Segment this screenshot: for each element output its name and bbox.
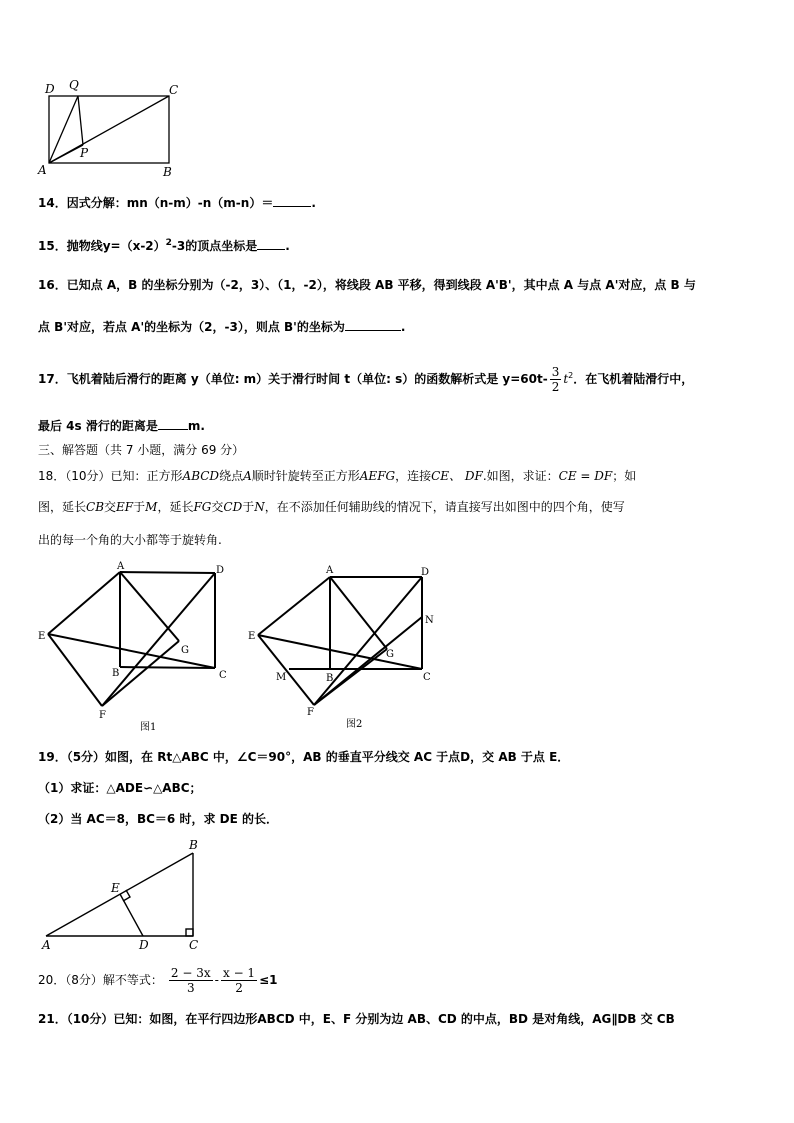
label-D: D bbox=[45, 82, 55, 96]
question-15: 15．抛物线$y=(x-2)^2-3$的顶点坐标是 . bbox=[38, 238, 290, 253]
question-19-part1: （1）求证：△ADE∽△ABC； bbox=[38, 781, 202, 795]
rectangle-figure bbox=[36, 76, 186, 180]
fig2-label-F: F bbox=[307, 707, 314, 718]
fig2-label-E: E bbox=[248, 631, 256, 642]
fig1-label-B: B bbox=[112, 668, 120, 679]
fig2-label-D: D bbox=[421, 567, 430, 578]
fig19-label-D: D bbox=[139, 938, 149, 952]
fig1-label-F: F bbox=[99, 710, 106, 721]
question-14: 14．因式分解：mn（n-m）-n（m-n）＝ . bbox=[38, 196, 316, 210]
fig19-label-C: C bbox=[189, 938, 199, 952]
fig2-label-B: B bbox=[326, 673, 334, 684]
label-A: A bbox=[38, 163, 47, 177]
fig19-label-E: E bbox=[111, 881, 120, 895]
fig2-caption: 图2 bbox=[346, 719, 363, 730]
label-Q: Q bbox=[69, 78, 79, 92]
figure-2 bbox=[244, 558, 454, 738]
fig2-label-A: A bbox=[326, 565, 334, 576]
figure-19 bbox=[34, 834, 224, 956]
fig2-label-G: G bbox=[386, 649, 394, 660]
fig2-label-M: M bbox=[276, 672, 287, 683]
label-B: B bbox=[163, 165, 172, 179]
question-19-line1: 19．（5分）如图，在 Rt△ABC 中，∠C＝90°，AB 的垂直平分线交 AC 于点D，交 AB 于点 E． bbox=[38, 750, 570, 764]
question-18-line1: 18．（10分）已知：正方形ABCD绕点A顺时针旋转至正方形AEFG，连接CE、 DF.如图，求证：CE = DF；如 bbox=[38, 469, 637, 483]
question-16-line2: 点 B'对应，若点 A'的坐标为（2，-3），则点 B'的坐标为 . bbox=[38, 320, 406, 334]
fig1-caption: 图1 bbox=[140, 722, 157, 733]
question-17-line2: 最后 4s 滑行的距离是 m. bbox=[38, 419, 205, 433]
question-17-line1: 17．飞机着陆后滑行的距离 y（单位: m）关于滑行时间 t（单位: s）的函数解析式是 y=60t- $\frac{3}{2}$ $t^2$．在飞机着陆滑行中， bbox=[38, 365, 694, 394]
question-16-line1: 16．已知点 A，B 的坐标分别为（-2，3）、（1，-2），将线段 AB 平移，得到线段 A'B'，其中点 A 与点 A'对应，点 B 与 bbox=[38, 278, 696, 292]
label-C: C bbox=[169, 83, 179, 97]
fig19-label-B: B bbox=[189, 838, 198, 852]
fig1-label-G: G bbox=[181, 645, 189, 656]
question-18-line2: 图，延长CB交EF于M，延长FG交CD于N，在不添加任何辅助线的情况下，请直接写出如图中的四个角，使写 bbox=[38, 500, 625, 514]
fig19-label-A: A bbox=[42, 938, 51, 952]
section-heading: 三、解答题（共 7 小题，满分 69 分） bbox=[38, 443, 245, 457]
fig2-label-N: N bbox=[425, 615, 434, 626]
question-18-line3: 出的每一个角的大小都等于旋转角. bbox=[38, 533, 222, 547]
fig1-label-C: C bbox=[219, 670, 227, 681]
label-P: P bbox=[80, 146, 89, 160]
question-20: 20．（8分）解不等式： $\frac{2 - 3x}{3}$ - $\frac{x - 1}{2}$ ≤1 bbox=[38, 966, 278, 995]
fig1-label-E: E bbox=[38, 631, 46, 642]
fig1-label-D: D bbox=[216, 565, 225, 576]
fig1-label-A: A bbox=[117, 561, 125, 572]
question-19-part2: （2）当 AC＝8，BC＝6 时，求 DE 的长． bbox=[38, 812, 278, 826]
question-21-line1: 21．（10分）已知：如图，在平行四边形ABCD 中，E、F 分别为边 AB、CD 的中点，BD 是对角线，AG∥DB 交 CB bbox=[38, 1012, 675, 1026]
figure-1 bbox=[34, 558, 244, 738]
fig2-label-C: C bbox=[423, 672, 431, 683]
